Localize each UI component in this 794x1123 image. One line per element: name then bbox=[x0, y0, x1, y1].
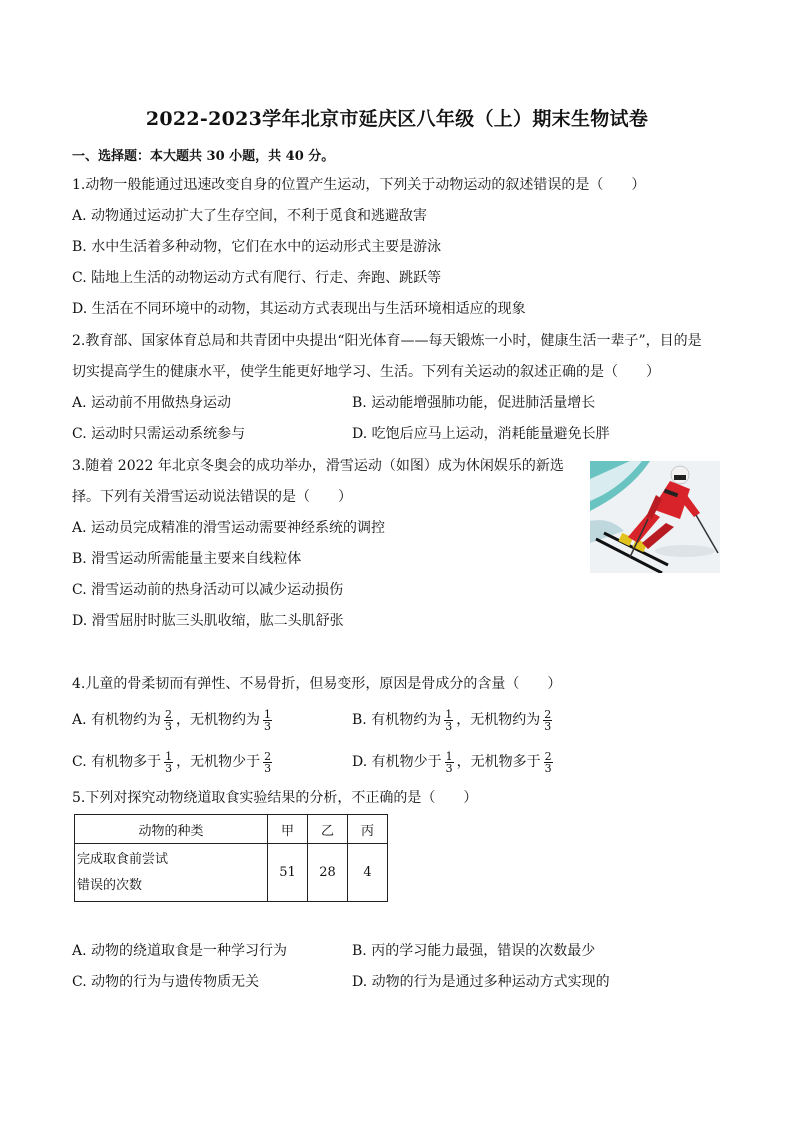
q3-option-a: A. 运动员完成精准的滑雪运动需要神经系统的调控 bbox=[72, 520, 386, 536]
table-header-cell: 甲 bbox=[268, 815, 308, 844]
table-cell: 28 bbox=[308, 844, 348, 902]
q1-option-c: C. 陆地上生活的动物运动方式有爬行、行走、奔跑、跳跃等 bbox=[72, 270, 442, 286]
q3-option-d: D. 滑雪屈肘时肱三头肌收缩，肱二头肌舒张 bbox=[72, 613, 344, 629]
q4-b-text-1: B. 有机物约为 bbox=[352, 712, 442, 728]
q1-option-d: D. 生活在不同环境中的动物，其运动方式表现出与生活环境相适应的现象 bbox=[72, 301, 526, 317]
table-cell: 51 bbox=[268, 844, 308, 902]
q4-c-text-1: C. 有机物多于 bbox=[72, 754, 162, 770]
exam-title: 2022-2023学年北京市延庆区八年级（上）期末生物试卷 bbox=[145, 108, 649, 130]
q4-option-b bbox=[352, 702, 555, 738]
table-header-row bbox=[75, 815, 388, 844]
q4-option-a bbox=[72, 702, 275, 738]
q3-stem-line1: 3.随着 2022 年北京冬奥会的成功举办，滑雪运动（如图）成为休闲娱乐的新选 bbox=[72, 458, 564, 474]
q2-option-b: B. 运动能增强肺功能，促进肺活量增长 bbox=[352, 395, 596, 411]
q1-stem: 1.动物一般能通过迅速改变自身的位置产生运动，下列关于动物运动的叙述错误的是（ ） bbox=[72, 177, 646, 193]
table-header-cell: 动物的种类 bbox=[75, 815, 268, 844]
row-label-line2: 错误的次数 bbox=[77, 877, 143, 893]
q5-option-b: B. 丙的学习能力最强，错误的次数最少 bbox=[352, 943, 596, 959]
q4-d-text-2: ，无机物多于 bbox=[456, 754, 541, 770]
q3-option-c: C. 滑雪运动前的热身活动可以减少运动损伤 bbox=[72, 582, 344, 598]
q4-b-text-2: ，无机物约为 bbox=[456, 712, 541, 728]
fraction-two-thirds: $\frac{2}{3}$ bbox=[165, 707, 173, 733]
fraction-two-thirds: $\frac{2}{3}$ bbox=[264, 749, 272, 775]
q4-a-text-2: ，无机物约为 bbox=[176, 712, 261, 728]
table-header-cell: 丙 bbox=[348, 815, 388, 844]
experiment-table bbox=[74, 814, 388, 902]
q4-c-text-2: ，无机物少于 bbox=[176, 754, 261, 770]
q1-option-b: B. 水中生活着多种动物，它们在水中的运动形式主要是游泳 bbox=[72, 239, 442, 255]
fraction-one-third: $\frac{1}{3}$ bbox=[445, 707, 453, 733]
q3-option-b: B. 滑雪运动所需能量主要来自线粒体 bbox=[72, 551, 302, 567]
q1-option-a: A. 动物通过运动扩大了生存空间，不利于觅食和逃避敌害 bbox=[72, 208, 428, 224]
fraction-one-third: $\frac{1}{3}$ bbox=[445, 749, 453, 775]
section-heading: 一、选择题：本大题共 30 小题，共 40 分。 bbox=[72, 149, 335, 164]
fraction-two-thirds: $\frac{2}{3}$ bbox=[544, 707, 552, 733]
q2-stem-line2: 切实提高学生的健康水平，使学生能更好地学习、生活。下列有关运动的叙述正确的是（ ） bbox=[72, 364, 660, 380]
fraction-one-third: $\frac{1}{3}$ bbox=[264, 707, 272, 733]
fraction-two-thirds: $\frac{2}{3}$ bbox=[544, 749, 552, 775]
q2-option-a: A. 运动前不用做热身运动 bbox=[72, 395, 232, 411]
q2-option-c: C. 运动时只需运动系统参与 bbox=[72, 426, 246, 442]
table-row bbox=[75, 844, 388, 902]
q5-stem: 5.下列对探究动物绕道取食实验结果的分析，不正确的是（ ） bbox=[72, 790, 478, 806]
q5-option-a: A. 动物的绕道取食是一种学习行为 bbox=[72, 943, 288, 959]
q3-stem-line2: 择。下列有关滑雪运动说法错误的是（ ） bbox=[72, 489, 352, 505]
q4-d-text-1: D. 有机物少于 bbox=[352, 754, 442, 770]
table-header-cell: 乙 bbox=[308, 815, 348, 844]
q4-option-d bbox=[352, 744, 556, 780]
row-label-line1: 完成取食前尝试 bbox=[77, 851, 169, 867]
q4-stem: 4.儿童的骨柔韧而有弹性、不易骨折，但易变形，原因是骨成分的含量（ ） bbox=[72, 676, 562, 692]
q2-option-d: D. 吃饱后应马上运动，消耗能量避免长胖 bbox=[352, 426, 610, 442]
table-cell: 4 bbox=[348, 844, 388, 902]
fraction-one-third: $\frac{1}{3}$ bbox=[165, 749, 173, 775]
skier-photo bbox=[590, 461, 720, 573]
q4-a-text-1: A. 有机物约为 bbox=[72, 712, 162, 728]
q2-stem-line1: 2.教育部、国家体育总局和共青团中央提出“阳光体育——每天锻炼一小时，健康生活一辈子”，目的是 bbox=[72, 333, 702, 349]
q5-option-d: D. 动物的行为是通过多种运动方式实现的 bbox=[352, 974, 610, 990]
table-row-label bbox=[75, 844, 268, 902]
skier-illustration bbox=[590, 461, 720, 573]
q4-option-c bbox=[72, 744, 275, 780]
q5-option-c: C. 动物的行为与遗传物质无关 bbox=[72, 974, 260, 990]
